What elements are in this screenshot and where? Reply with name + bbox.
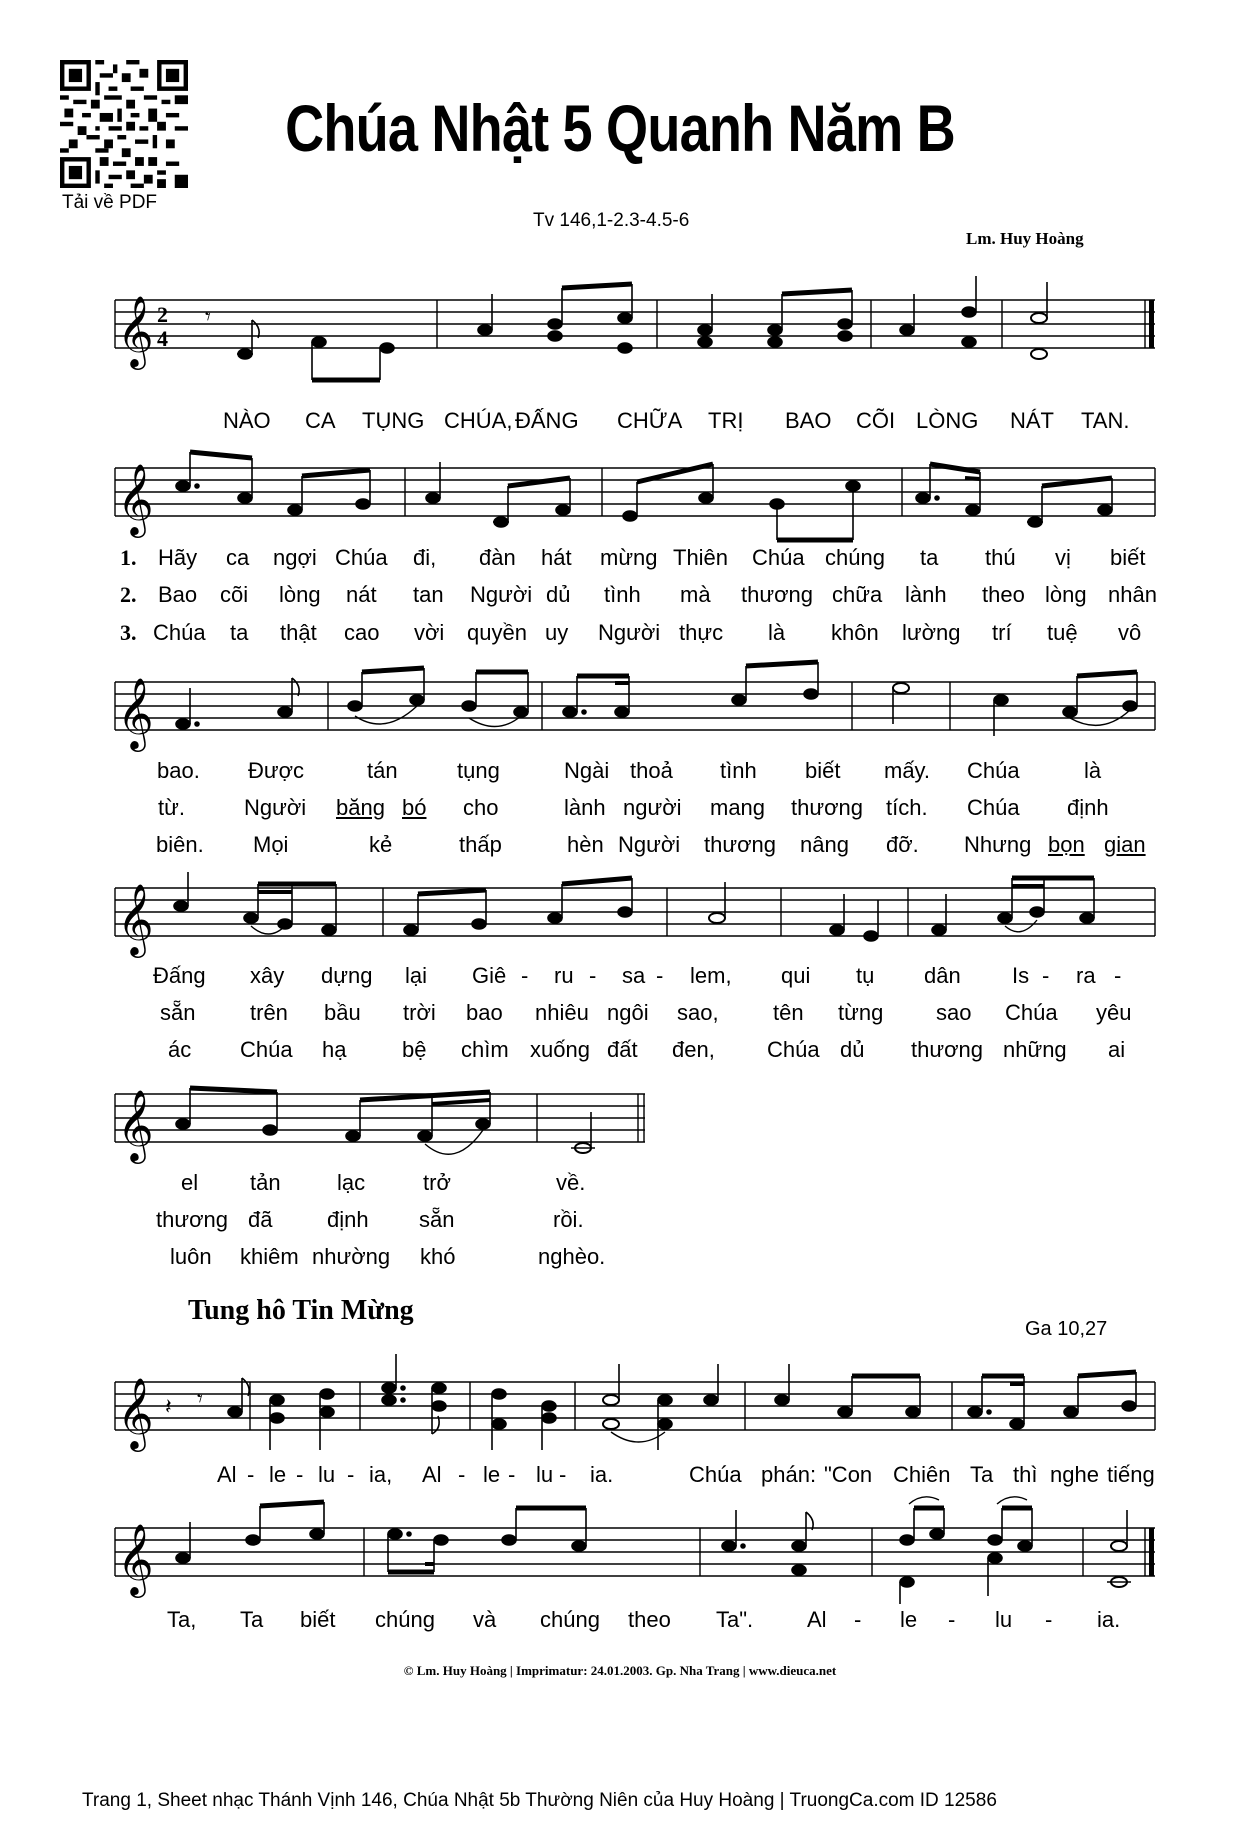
verse-3-line-4: luôn khiêm nhường khó nghèo. xyxy=(170,1244,606,1269)
rest-icon: 𝄽 xyxy=(165,1395,172,1420)
download-pdf-label[interactable]: Tải về PDF xyxy=(62,192,158,213)
page-footer: Trang 1, Sheet nhạc Thánh Vịnh 146, Chúa Nhật 5b Thường Niên của Huy Hoàng | TruongCa.com ID 12586 xyxy=(82,1790,997,1811)
staff-system-2 xyxy=(105,448,1165,548)
gospel-reference: Ga 10,27 xyxy=(1025,1318,1108,1340)
refrain-lyrics: NÀO CA TỤNG CHÚA, ĐẤNG CHỮA TRỊ BAO CÕI LÒNG NÁT TAN. xyxy=(223,408,1130,433)
verse-1-line-2: bao. Được tán tụng Ngài thoả tình biết mấy. Chúa là xyxy=(157,758,1102,783)
treble-clef-icon: 𝄞 xyxy=(117,294,154,367)
psalm-reference: Tv 146,1-2.3-4.5-6 xyxy=(533,210,690,231)
acclamation-title: Tung hô Tin Mừng xyxy=(188,1295,414,1326)
verse-2-line-3: sẵn trên bầu trời bao nhiêu ngôi sao, tên từng sao Chúa yêu xyxy=(160,1000,1132,1025)
acclamation-line-2: Ta, Ta biết chúng và chúng theo Ta". Al - le - lu - ia. xyxy=(167,1607,1121,1632)
verse-1-line-4: el tản lạc trở về. xyxy=(181,1170,586,1195)
treble-clef-icon: 𝄞 xyxy=(117,462,154,535)
composer-name: Lm. Huy Hoàng xyxy=(966,229,1084,248)
time-signature-top: 2 xyxy=(157,302,168,327)
rest-icon: 𝄾 xyxy=(205,305,211,330)
staff-system-4 xyxy=(105,868,1165,968)
staff-system-7 xyxy=(105,1500,1165,1610)
treble-clef-icon: 𝄞 xyxy=(117,1376,154,1449)
staff-system-6 xyxy=(105,1354,1165,1464)
staff-system-5 xyxy=(105,1074,665,1174)
verse-2-line-1: 2. Bao cõi lòng nát tan Người dủ tình mà thương chữa lành theo lòng nhân xyxy=(120,582,1157,607)
treble-clef-icon: 𝄞 xyxy=(117,676,154,749)
staff-system-1 xyxy=(105,270,1165,410)
verse-3-line-1: 3. Chúa ta thật cao vời quyền uy Người thực là khôn lường trí tuệ vô xyxy=(120,620,1142,645)
verse-2-line-4: thương đã định sẵn rồi. xyxy=(156,1207,584,1232)
copyright-line: © Lm. Huy Hoàng | Imprimatur: 24.01.2003. Gp. Nha Trang | www.dieuca.net xyxy=(403,1663,837,1678)
time-signature-bottom: 4 xyxy=(157,326,168,351)
staff-system-3 xyxy=(105,662,1165,762)
verse-3-line-3: ác Chúa hạ bệ chìm xuống đất đen, Chúa dủ thương những ai xyxy=(168,1037,1126,1062)
rest-icon: 𝄾 xyxy=(197,1387,203,1412)
treble-clef-icon: 𝄞 xyxy=(117,1088,154,1161)
acclamation-line-1: Al - le - lu - ia, Al - le - lu - ia. Chúa phán: "Con Chiên Ta thì nghe tiếng xyxy=(217,1462,1155,1487)
verse-2-line-2: từ. Người băng bó cho lành người mang thương tích. Chúa định xyxy=(158,795,1109,820)
treble-clef-icon: 𝄞 xyxy=(117,882,154,955)
verse-1-line-3: Đấng xây dựng lại Giê - ru - sa - lem, qui tụ dân Is - ra - xyxy=(153,963,1122,988)
verse-1-line-1: 1. Hãy ca ngợi Chúa đi, đàn hát mừng Thiên Chúa chúng ta thú vị biết xyxy=(120,545,1146,570)
song-title: Chúa Nhật 5 Quanh Năm B xyxy=(285,91,955,165)
verse-3-line-2: biên. Mọi kẻ thấp hèn Người thương nâng đỡ. Nhưng bọn gian xyxy=(156,832,1146,857)
treble-clef-icon: 𝄞 xyxy=(117,1522,154,1595)
